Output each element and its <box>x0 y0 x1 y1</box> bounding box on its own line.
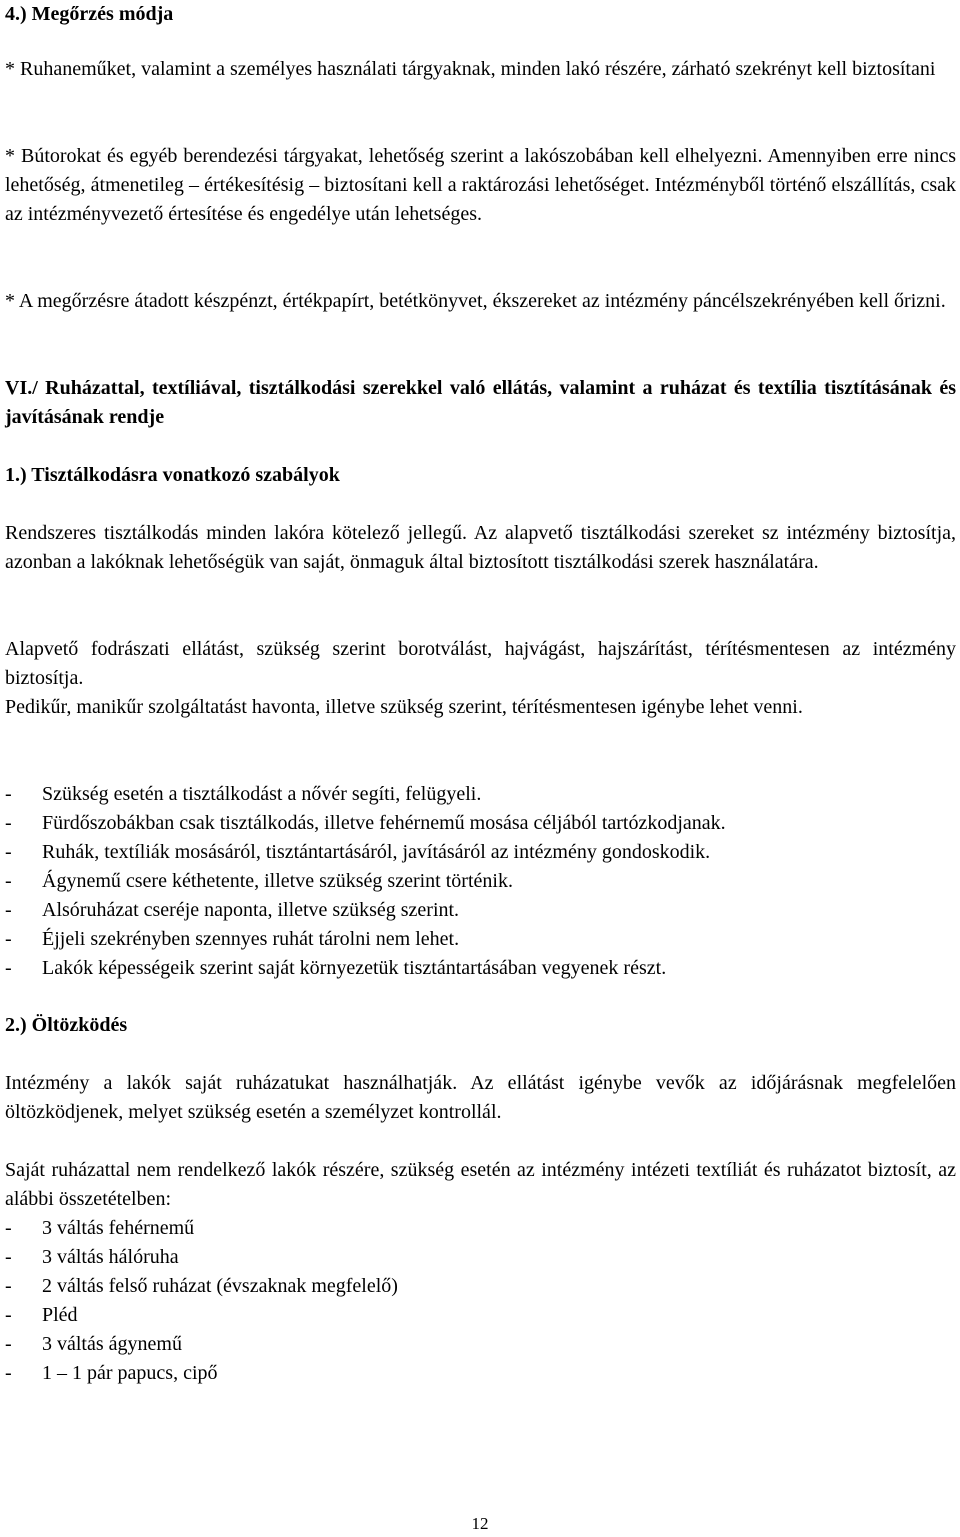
paragraph-butorok: * Bútorokat és egyéb berendezési tárgyakat, lehetőség szerint a lakószobában kell elhelyezni. Amennyiben erre nincs lehetőség, átmenetileg – értékesítésig – biztosítani kell a raktározási lehetőséget. Intézményből történő elszállítás, csak az intézményvezető értesítése és engedélye után lehetséges. <box>5 145 956 225</box>
list-item-text: 3 váltás hálóruha <box>42 1246 179 1268</box>
list-bullet: - <box>5 1304 12 1326</box>
list-bullet: - <box>5 783 12 805</box>
list-item-text: 3 váltás ágynemű <box>42 1333 182 1355</box>
list-item-text: Ruhák, textíliák mosásáról, tisztántartásáról, javításáról az intézmény gondoskodik. <box>42 841 711 863</box>
list-item <box>5 838 956 867</box>
list-bullet: - <box>5 1246 12 1268</box>
rules-list <box>5 780 956 983</box>
list-item <box>5 1301 956 1330</box>
list-item <box>5 925 956 954</box>
list-bullet: - <box>5 1333 12 1355</box>
list-item-text: Ágynemű csere kéthetente, illetve szükség szerint történik. <box>42 870 513 892</box>
list-item <box>5 809 956 838</box>
list-item-text: Pléd <box>42 1304 78 1326</box>
paragraph-pedikur: Pedikűr, manikűr szolgáltatást havonta, illetve szükség szerint, térítésmentesen igénybe lehet venni. <box>5 696 803 718</box>
paragraph-sajat-ruhazat-hasznalat: Intézmény a lakók saját ruházatukat használhatják. Az ellátást igénybe vevők az időjárásnak megfelelően öltözködjenek, melyet szükség esetén a személyzet kontrollál. <box>5 1072 956 1123</box>
list-item-text: Lakók képességeik szerint saját környezetük tisztántartásában vegyenek részt. <box>42 957 667 979</box>
list-item <box>5 1359 956 1388</box>
chapter-heading-vi: VI./ Ruházattal, textíliával, tisztálkodási szerekkel való ellátás, valamint a ruházat és textília tisztításának és javításának rendje <box>5 377 956 428</box>
list-item <box>5 954 956 983</box>
section-heading-megorzes: 4.) Megőrzés módja <box>5 3 174 25</box>
paragraph-keszpenz: * A megőrzésre átadott készpénzt, értékpapírt, betétkönyvet, ékszereket az intézmény páncélszekrényében kell őrizni. <box>5 290 946 312</box>
list-item <box>5 1214 956 1243</box>
paragraph-ruhanemu: * Ruhaneműket, valamint a személyes használati tárgyaknak, minden lakó részére, zárható szekrényt kell biztosítani <box>5 58 936 80</box>
list-item-text: Éjjeli szekrényben szennyes ruhát tárolni nem lehet. <box>42 928 460 950</box>
list-item <box>5 1330 956 1359</box>
list-bullet: - <box>5 870 12 892</box>
list-item <box>5 1243 956 1272</box>
list-item-text: 3 váltás fehérnemű <box>42 1217 195 1239</box>
paragraph-group-intezeti-textilia <box>5 1156 956 1388</box>
list-bullet: - <box>5 841 12 863</box>
list-item <box>5 780 956 809</box>
paragraph-rendszeres-tisztalkodas: Rendszeres tisztálkodás minden lakóra kötelező jellegű. Az alapvető tisztálkodási szereket sz intézmény biztosítja, azonban a lakóknak lehetőségük van saját, önmaguk által biztosított tisztálkodási szerek használatára. <box>5 522 956 573</box>
list-item-text: Szükség esetén a tisztálkodást a nővér segíti, felügyeli. <box>42 783 482 805</box>
paragraph-intezeti-textilia: Saját ruházattal nem rendelkező lakók részére, szükség esetén az intézmény intézeti textíliát és ruházatot biztosít, az alábbi összetételben: <box>5 1159 956 1210</box>
section-heading-oltozkodes: 2.) Öltözködés <box>5 1014 128 1036</box>
page-number: 12 <box>471 1514 489 1533</box>
list-item-text: Fürdőszobákban csak tisztálkodás, illetve fehérnemű mosása céljából tartózkodjanak. <box>42 812 726 834</box>
list-bullet: - <box>5 1275 12 1297</box>
list-item-text: Alsóruházat cseréje naponta, illetve szükség szerint. <box>42 899 460 921</box>
list-bullet: - <box>5 812 12 834</box>
list-bullet: - <box>5 1362 12 1384</box>
list-item <box>5 896 956 925</box>
paragraph-fodraszati: Alapvető fodrászati ellátást, szükség szerint borotválást, hajvágást, hajszárítást, térítésmentesen az intézmény biztosítja. <box>5 638 956 689</box>
list-bullet: - <box>5 957 12 979</box>
list-bullet: - <box>5 1217 12 1239</box>
paragraph-group-fodraszati <box>5 635 956 722</box>
section-heading-tisztalkodas: 1.) Tisztálkodásra vonatkozó szabályok <box>5 464 340 486</box>
list-item <box>5 1272 956 1301</box>
list-item-text: 2 váltás felső ruházat (évszaknak megfelelő) <box>42 1275 398 1297</box>
list-bullet: - <box>5 928 12 950</box>
list-item <box>5 867 956 896</box>
list-bullet: - <box>5 899 12 921</box>
list-item-text: 1 – 1 pár papucs, cipő <box>42 1362 218 1384</box>
